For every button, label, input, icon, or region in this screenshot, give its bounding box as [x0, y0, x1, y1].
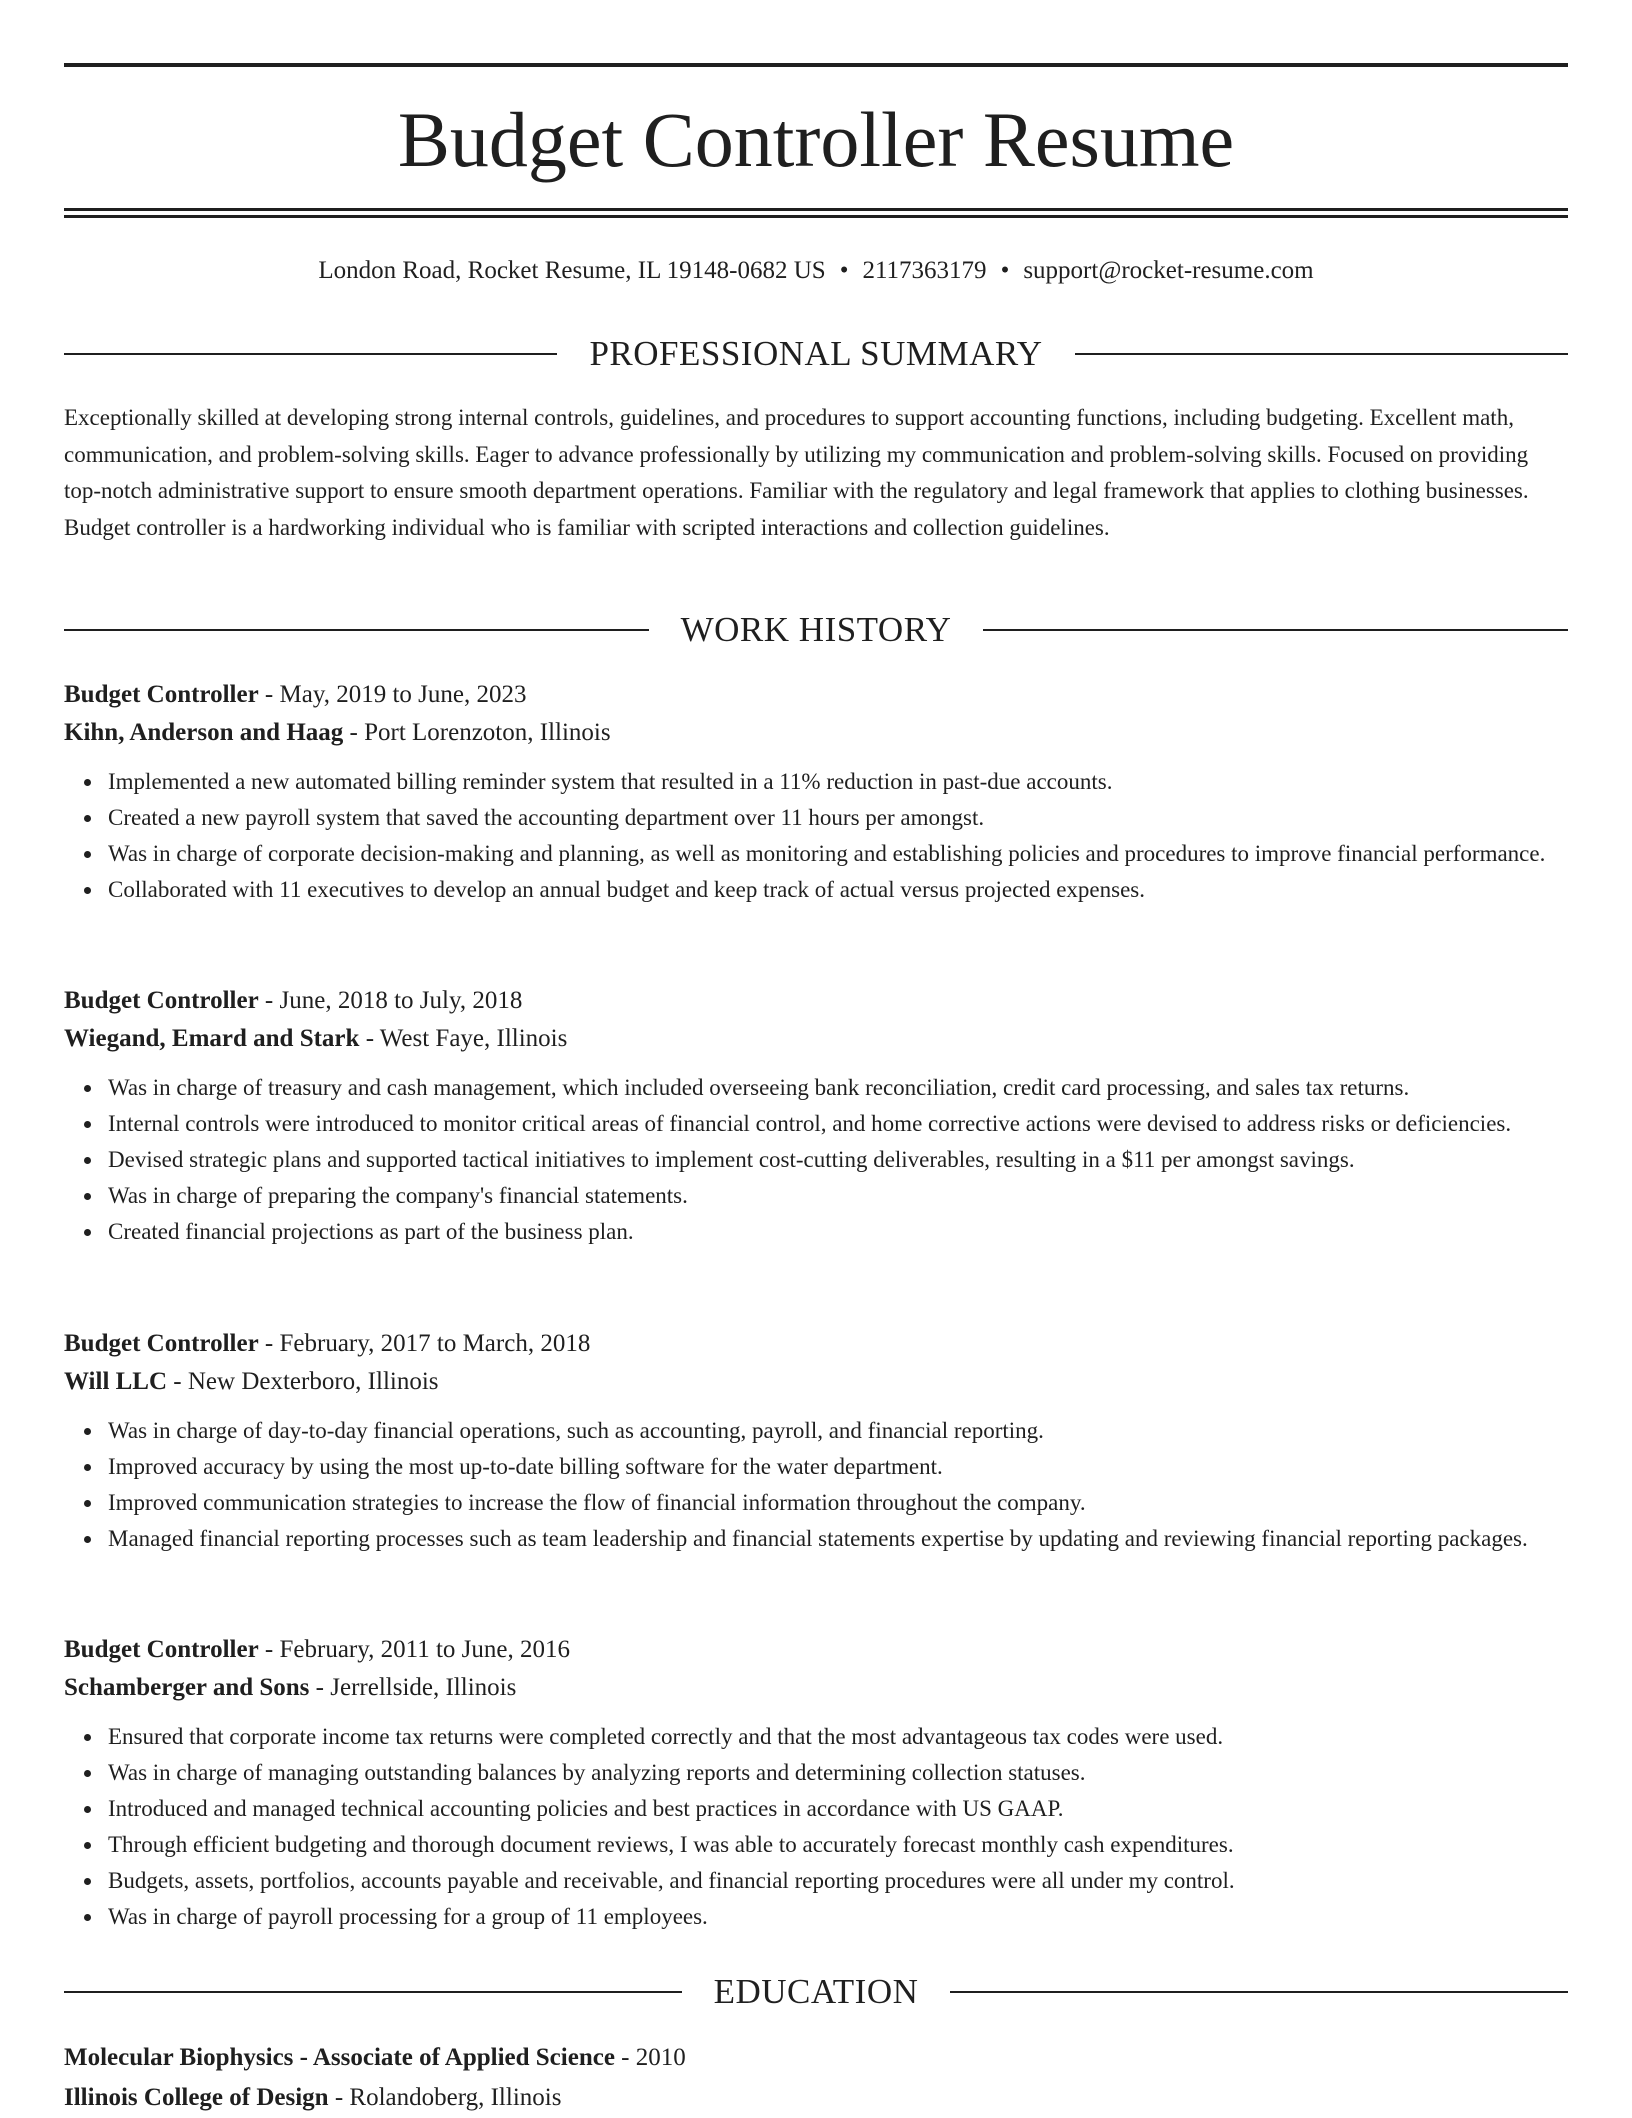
education-entry — [64, 2038, 1568, 2118]
job-bullet: Was in charge of day-to-day financial operations, such as accounting, payroll, and financial reporting. — [108, 1413, 1568, 1449]
job-bullets — [64, 764, 1568, 908]
contact-address: London Road, Rocket Resume, IL 19148-0682 US — [318, 257, 826, 284]
job-dates: - February, 2011 to June, 2016 — [258, 1636, 570, 1663]
job-company: Will LLC — [64, 1368, 168, 1395]
job-dates: - June, 2018 to July, 2018 — [258, 987, 523, 1014]
job-bullet: Was in charge of payroll processing for a group of 11 employees. — [108, 1899, 1568, 1935]
summary-text: Exceptionally skilled at developing strong internal controls, guidelines, and procedures to support accounting functions, including budgeting. Excellent math, communication, and problem-solving skills. Eager to advance professionally by utilizing my communication and problem-solving skills. Focused on providing top-notch administrative support to ensure smooth department operations. Familiar with the regulatory and legal framework that applies to clothing businesses. Budget controller is a hardworking individual who is familiar with scripted interactions and collection guidelines. — [64, 405, 1529, 540]
job-title-line — [64, 1631, 1568, 1669]
job-bullet: Was in charge of preparing the company's financial statements. — [108, 1178, 1568, 1214]
education-location: - Rolandoberg, Illinois — [328, 2084, 562, 2111]
job-entry — [64, 676, 1568, 908]
top-rule — [64, 63, 1568, 67]
job-bullet: Internal controls were introduced to monitor critical areas of financial control, and home corrective actions were devised to address risks or deficiencies. — [108, 1106, 1568, 1142]
job-company: Wiegand, Emard and Stark — [64, 1025, 360, 1052]
job-title-line — [64, 676, 1568, 714]
summary-heading-label: PROFESSIONAL SUMMARY — [589, 334, 1043, 373]
job-bullet: Budgets, assets, portfolios, accounts payable and receivable, and financial reporting procedures were all under my control. — [108, 1863, 1568, 1899]
job-title: Budget Controller — [64, 681, 259, 708]
job-bullets — [64, 1719, 1568, 1935]
job-company-line — [64, 1669, 1568, 1707]
job-company-line — [64, 1020, 1568, 1058]
job-bullet: Devised strategic plans and supported tactical initiatives to implement cost-cutting deliverables, resulting in a $11 per amongst savings. — [108, 1142, 1568, 1178]
education-degree: Molecular Biophysics - Associate of Applied Science — [64, 2044, 615, 2071]
job-title: Budget Controller — [64, 1636, 259, 1663]
job-title: Budget Controller — [64, 1330, 259, 1357]
job-bullet: Through efficient budgeting and thorough document reviews, I was able to accurately forecast monthly cash expenditures. — [108, 1827, 1568, 1863]
job-title-line — [64, 1325, 1568, 1363]
heading-rule — [983, 629, 1568, 631]
contact-separator: • — [1000, 257, 1010, 284]
title-double-rule — [64, 208, 1568, 218]
heading-rule — [1075, 353, 1568, 355]
job-bullet: Improved accuracy by using the most up-to-date billing software for the water department. — [108, 1449, 1568, 1485]
job-dates: - May, 2019 to June, 2023 — [258, 681, 527, 708]
education-degree-line — [64, 2038, 1568, 2078]
heading-rule — [64, 1991, 682, 1993]
work-history-heading-label: WORK HISTORY — [680, 610, 952, 649]
job-bullet: Improved communication strategies to increase the flow of financial information throughout the company. — [108, 1485, 1568, 1521]
job-bullet: Created financial projections as part of the business plan. — [108, 1214, 1568, 1250]
job-company-line — [64, 1363, 1568, 1401]
job-bullet: Collaborated with 11 executives to develop an annual budget and keep track of actual versus projected expenses. — [108, 872, 1568, 908]
heading-rule — [64, 629, 649, 631]
job-company: Schamberger and Sons — [64, 1674, 310, 1701]
job-entry — [64, 1631, 1568, 1935]
heading-rule — [950, 1991, 1568, 1993]
contact-phone: 2117363179 — [862, 257, 987, 284]
education-year: - 2010 — [614, 2044, 686, 2071]
job-bullet: Introduced and managed technical accounting policies and best practices in accordance with US GAAP. — [108, 1791, 1568, 1827]
job-location: - New Dexterboro, Illinois — [167, 1368, 439, 1395]
job-bullet: Implemented a new automated billing reminder system that resulted in a 11% reduction in past-due accounts. — [108, 764, 1568, 800]
job-bullet: Was in charge of corporate decision-making and planning, as well as monitoring and establishing policies and procedures to improve financial performance. — [108, 836, 1568, 872]
contact-line — [64, 254, 1568, 288]
education-heading-label: EDUCATION — [713, 1972, 919, 2011]
job-bullet: Ensured that corporate income tax returns were completed correctly and that the most advantageous tax codes were used. — [108, 1719, 1568, 1755]
heading-rule — [64, 353, 557, 355]
job-entry — [64, 982, 1568, 1250]
education-heading — [64, 1972, 1568, 2012]
contact-separator: • — [839, 257, 849, 284]
summary-heading — [64, 334, 1568, 374]
job-company-line — [64, 714, 1568, 752]
job-location: - Jerrellside, Illinois — [309, 1674, 517, 1701]
job-title-line — [64, 982, 1568, 1020]
resume-title: Budget Controller Resume — [397, 96, 1235, 183]
work-history-heading — [64, 610, 1568, 650]
job-title: Budget Controller — [64, 987, 259, 1014]
job-bullet: Created a new payroll system that saved the accounting department over 11 hours per amongst. — [108, 800, 1568, 836]
job-dates: - February, 2017 to March, 2018 — [258, 1330, 591, 1357]
job-bullets — [64, 1070, 1568, 1250]
education-school: Illinois College of Design — [64, 2084, 329, 2111]
job-bullet: Was in charge of treasury and cash management, which included overseeing bank reconciliation, credit card processing, and sales tax returns. — [108, 1070, 1568, 1106]
job-bullet: Was in charge of managing outstanding balances by analyzing reports and determining collection statuses. — [108, 1755, 1568, 1791]
job-company: Kihn, Anderson and Haag — [64, 719, 344, 746]
job-location: - Port Lorenzoton, Illinois — [343, 719, 611, 746]
job-bullets — [64, 1413, 1568, 1557]
education-school-line — [64, 2078, 1568, 2118]
contact-email: support@rocket-resume.com — [1023, 257, 1314, 284]
job-location: - West Faye, Illinois — [359, 1025, 568, 1052]
job-bullet: Managed financial reporting processes such as team leadership and financial statements expertise by updating and reviewing financial reporting packages. — [108, 1521, 1568, 1557]
job-entry — [64, 1325, 1568, 1557]
